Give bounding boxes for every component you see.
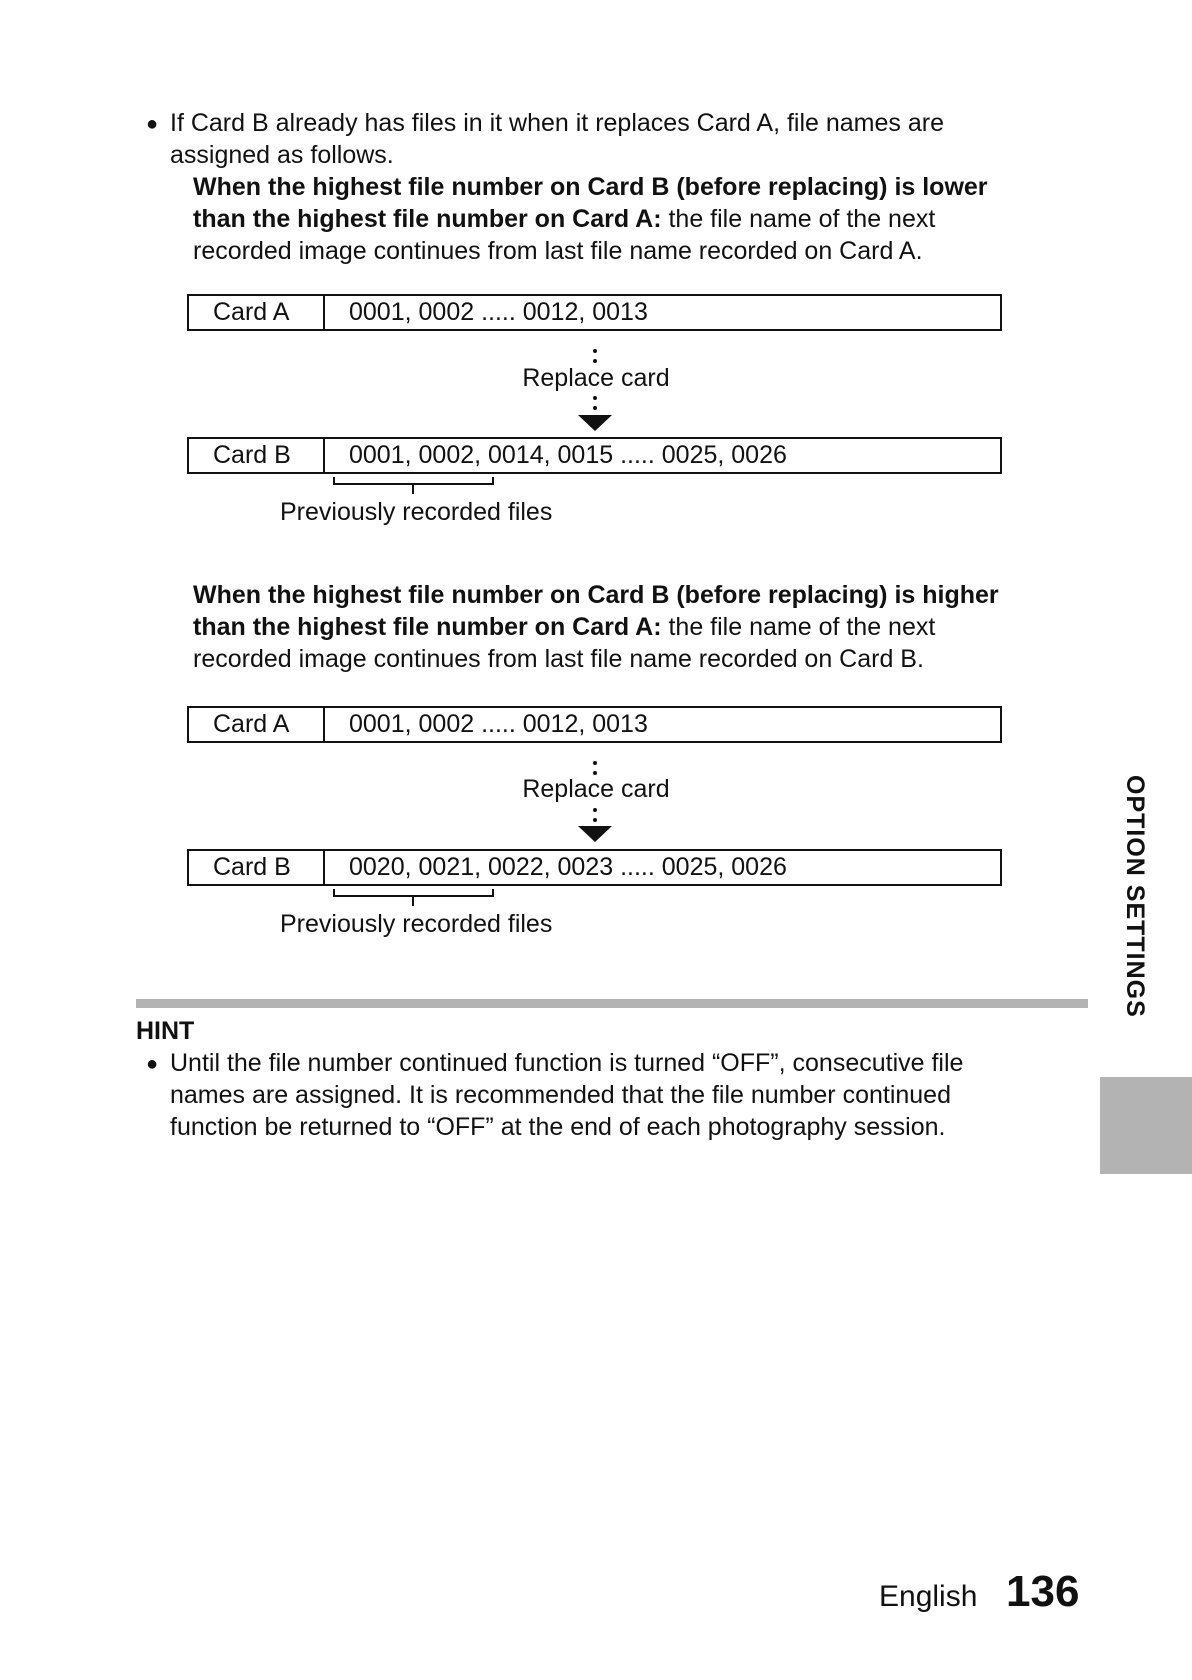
- section-tab-text: OPTION SETTINGS: [1121, 775, 1149, 1018]
- bracket-stem: [412, 484, 414, 494]
- intro-line-2: assigned as follows.: [170, 141, 394, 169]
- down-arrow-icon: [578, 415, 612, 431]
- card-b-files: 0001, 0002, 0014, 0015 ..... 0025, 0026: [349, 441, 787, 469]
- case2-heading-line-1: When the highest file number on Card B (before replacing) is higher: [193, 581, 999, 609]
- case2-heading-tail: the file name of the next: [661, 613, 936, 641]
- case1-heading-bold: than the highest file number on Card A:: [193, 205, 662, 233]
- hint-divider: [136, 999, 1088, 1008]
- bullet-icon: ●: [146, 113, 159, 135]
- intro-line-1: If Card B already has files in it when it replaces Card A, file names are: [170, 109, 944, 137]
- case2-heading-line-2: [193, 611, 935, 643]
- case1-card-a-row: [187, 294, 1002, 331]
- case1-heading-tail: the file name of the next: [661, 205, 936, 233]
- hint-line-2: names are assigned. It is recommended that the file number continued: [170, 1081, 951, 1109]
- dotted-connector: [590, 396, 600, 416]
- case1-card-b-row: [187, 437, 1002, 474]
- card-a-files: 0001, 0002 ..... 0012, 0013: [349, 710, 648, 738]
- bracket-stem: [412, 896, 414, 906]
- case2-card-b-row: [187, 849, 1002, 886]
- cell-divider: [323, 439, 325, 472]
- case1-description-line-3: recorded image continues from last file name recorded on Card A.: [193, 237, 923, 265]
- previously-recorded-label: Previously recorded files: [280, 498, 553, 526]
- replace-card-label: Replace card: [522, 775, 670, 803]
- footer-language: English: [879, 1580, 978, 1613]
- case2-heading-bold: than the highest file number on Card A:: [193, 613, 662, 641]
- case2-description-line-3: recorded image continues from last file name recorded on Card B.: [193, 645, 924, 673]
- cell-divider: [323, 296, 325, 329]
- previously-recorded-label: Previously recorded files: [280, 910, 553, 938]
- card-a-label: Card A: [213, 298, 290, 326]
- hint-heading: HINT: [136, 1017, 195, 1045]
- dotted-connector: [590, 808, 600, 828]
- card-a-files: 0001, 0002 ..... 0012, 0013: [349, 298, 648, 326]
- case1-heading-line-2: [193, 203, 935, 235]
- card-b-label: Card B: [213, 853, 291, 881]
- case2-card-a-row: [187, 706, 1002, 743]
- page-number: 136: [1006, 1567, 1080, 1616]
- card-b-label: Card B: [213, 441, 291, 469]
- case1-heading-line-1: When the highest file number on Card B (before replacing) is lower: [193, 173, 988, 201]
- down-arrow-icon: [578, 826, 612, 842]
- hint-line-3: function be returned to “OFF” at the end of each photography session.: [170, 1113, 946, 1141]
- cell-divider: [323, 851, 325, 884]
- cell-divider: [323, 708, 325, 741]
- section-tab-label: [1113, 775, 1149, 1065]
- card-b-files: 0020, 0021, 0022, 0023 ..... 0025, 0026: [349, 853, 787, 881]
- card-a-label: Card A: [213, 710, 290, 738]
- section-tab-marker: [1100, 1077, 1192, 1174]
- hint-line-1: Until the file number continued function is turned “OFF”, consecutive file: [170, 1049, 964, 1077]
- bullet-icon: ●: [146, 1053, 159, 1075]
- replace-card-label: Replace card: [522, 364, 670, 392]
